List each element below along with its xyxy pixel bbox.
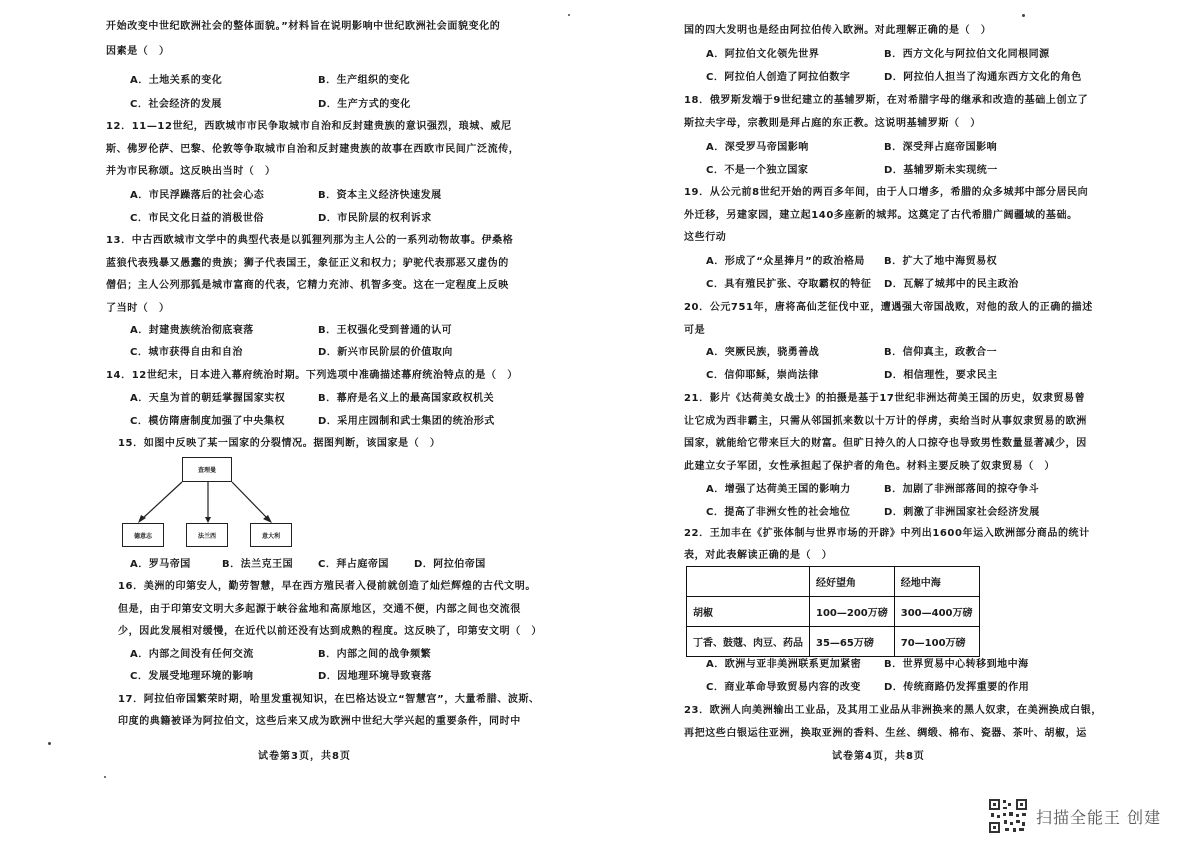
option-b: B．信仰真主，政教合一	[884, 347, 998, 358]
text-line: 因素是（ ）	[106, 46, 170, 57]
text-line: 斯拉夫字母，宗教則是拜占庭的东正教。这说明基辅罗斯（ ）	[684, 118, 981, 129]
option-c: C．提高了非洲女性的社会地位	[706, 507, 851, 518]
option-c: C．信仰耶稣，崇尚法律	[706, 370, 819, 381]
option-d: D．传统商路仍发挥重要的作用	[884, 682, 1030, 693]
option-a: A．深受罗马帝国影响	[706, 142, 809, 153]
question-15: 15．如图中反映了某一国家的分裂情况。据图判断，该国家是（ ）	[118, 438, 441, 449]
scan-speck	[1022, 14, 1025, 17]
option-b: B．幕府是名义上的最高国家政权机关	[318, 393, 495, 404]
qr-code-icon	[988, 798, 1028, 834]
option-d: D．生产方式的变化	[318, 99, 411, 110]
option-d: D．新兴市民阶层的价值取向	[318, 347, 453, 358]
text-line: 国家，就能给它带来巨大的财富。但旷日持久的人口掠夺也导致男性数量显著减少，因	[684, 438, 1087, 449]
table-header-cell: 经地中海	[894, 567, 979, 597]
option-a: A．罗马帝国	[130, 559, 191, 570]
option-a: A．增强了达荷美王国的影响力	[706, 484, 851, 495]
option-d: D．阿拉伯人担当了沟通东西方文化的角色	[884, 72, 1082, 83]
text-line: 可是	[684, 325, 706, 336]
option-a: A．欧洲与亚非美洲联系更加紧密	[706, 659, 862, 670]
option-d: D．相信理性，要求民主	[884, 370, 998, 381]
table-row	[687, 627, 980, 657]
option-a: A．封建贵族统治彻底衰落	[130, 325, 254, 336]
question-14: 14．12世纪末，日本进入幕府统治时期。下列选项中准确描述幕府统治特点的是（ ）	[106, 370, 518, 381]
question-13: 13．中古西欧城市文学中的典型代表是以狐狸列那为主人公的一系列动物故事。伊桑格	[106, 235, 514, 246]
option-b: B．生产组织的变化	[318, 75, 411, 86]
table-cell: 300—400万磅	[894, 597, 979, 627]
option-c: C．社会经济的发展	[130, 99, 222, 110]
watermark-label: 扫描全能王 创建	[1036, 807, 1162, 827]
text-line: 蓝狼代表残暴又愚蠢的贵族；狮子代表国王，象征正义和权力；驴驼代表那恶又虚伪的	[106, 258, 509, 269]
table-header-row	[687, 567, 980, 597]
frankish-split-diagram	[120, 455, 300, 550]
option-b: B．深受拜占庭帝国影响	[884, 142, 998, 153]
option-d: D．采用庄园制和武士集团的统治形式	[318, 416, 495, 427]
table-cell: 100—200万磅	[810, 597, 895, 627]
option-d: D．市民阶层的权利诉求	[318, 213, 432, 224]
question-22: 22．王加丰在《扩张体制与世界市场的开辟》中列出1600年运入欧洲部分商品的统计	[684, 528, 1090, 539]
text-line: 了当时（ ）	[106, 303, 170, 314]
table-cell: 胡椒	[687, 597, 810, 627]
text-line: 印度的典籍被译为阿拉伯文，这些后来又成为欧洲中世纪大学兴起的重要条件，同时中	[118, 716, 521, 727]
option-b: B．扩大了地中海贸易权	[884, 256, 998, 267]
option-b: B．世界贸易中心转移到地中海	[884, 659, 1029, 670]
table-cell	[687, 567, 810, 597]
option-b: B．王权强化受到普通的认可	[318, 325, 453, 336]
option-a: A．天皇为首的朝廷掌握国家实权	[130, 393, 286, 404]
text-line: 此建立女子军团，女性承担起了保护者的角色。材料主要反映了奴隶贸易（ ）	[684, 461, 1055, 472]
option-a: A．土地关系的变化	[130, 75, 223, 86]
text-line: 并为市民称颂。这反映出当时（ ）	[106, 166, 276, 177]
option-d: D．阿拉伯帝国	[414, 559, 486, 570]
option-b: B．加剧了非洲部落间的掠夺争斗	[884, 484, 1040, 495]
table-row	[687, 597, 980, 627]
diagram-top-box: 查理曼	[182, 457, 232, 482]
option-a: A．突厥民族，骁勇善战	[706, 347, 820, 358]
question-17: 17．阿拉伯帝国繁荣时期，哈里发重视知识，在巴格达设立“智慧宫”，大量希腊、波斯、	[118, 694, 540, 705]
table-header-cell: 经好望角	[810, 567, 895, 597]
text-line: 表，对此表解读正确的是（ ）	[684, 550, 833, 561]
question-23: 23．欧洲人向美洲输出工业品，及其用工业品从非洲换来的黑人奴隶，在美洲换成白银，	[684, 705, 1102, 716]
goods-statistics-table	[686, 566, 980, 657]
text-line: 外迁移，另建家园，建立起140多座新的城邦。这奠定了古代希腊广阔疆域的基础。	[684, 210, 1078, 221]
diagram-middle-box: 法兰西	[186, 523, 228, 547]
text-line: 斯、佛罗伦萨、巴黎、伦敦等争取城市自治和反封建贵族的故事在西欧市民间广泛流传，	[106, 144, 520, 155]
option-c: C．具有殖民扩张、夺取霸权的特征	[706, 279, 872, 290]
option-c: C．阿拉伯人创造了阿拉伯数字	[706, 72, 851, 83]
question-16: 16．美洲的印第安人，勤劳智慧，早在西方殖民者入侵前就创造了灿烂辉煌的古代文明。	[118, 581, 536, 592]
option-c: C．商业革命导致贸易内容的改变	[706, 682, 861, 693]
exam-page-4	[600, 0, 1200, 848]
option-c: C．城市获得自由和自治	[130, 347, 243, 358]
table-cell: 70—100万磅	[894, 627, 979, 657]
page-footer: 试卷第3页，共8页	[258, 751, 351, 762]
text-line: 少，因此发展相对缓慢，在近代以前还没有达到成熟的程度。这反映了，印第安文明（ ）	[118, 626, 542, 637]
option-a: A．形成了“众星捧月”的政治格局	[706, 256, 865, 267]
question-21: 21．影片《达荷美女战士》的拍摄是基于17世纪非洲达荷美王国的历史，奴隶贸易曾	[684, 393, 1086, 404]
option-d: D．刺激了非洲国家社会经济发展	[884, 507, 1040, 518]
text-line: 开始改变中世纪欧洲社会的整体面貌。”材料旨在说明影响中世纪欧洲社会面貌变化的	[106, 21, 501, 32]
scanner-watermark	[988, 798, 1161, 834]
option-b: B．法兰克王国	[222, 559, 294, 570]
text-line: 但是，由于印第安文明大多起源于峡谷盆地和高原地区，交通不便，内部之间也交流很	[118, 604, 521, 615]
scan-speck	[104, 776, 106, 778]
diagram-right-box: 意大利	[250, 523, 292, 547]
table-cell: 丁香、鼓蔻、肉豆、药品	[687, 627, 810, 657]
option-b: B．西方文化与阿拉伯文化同根同源	[884, 49, 1050, 60]
option-d: D．瓦解了城邦中的民主政治	[884, 279, 1019, 290]
option-c: C．模仿隋唐制度加强了中央集权	[130, 416, 285, 427]
question-18: 18．俄罗斯发端于9世纪建立的基辅罗斯，在对希腊字母的继承和改造的基础上创立了	[684, 95, 1089, 106]
text-line: 这些行动	[684, 232, 727, 243]
page-footer: 试卷第4页，共8页	[832, 751, 925, 762]
option-c: C．发展受地理环境的影响	[130, 671, 254, 682]
option-b: B．资本主义经济快速发展	[318, 190, 442, 201]
option-a: A．阿拉伯文化领先世界	[706, 49, 820, 60]
text-line: 僧侣；主人公列那狐是城市富商的代表，它精力充沛、机智多变。这在一定程度上反映	[106, 280, 509, 291]
table-cell: 35—65万磅	[810, 627, 895, 657]
text-line: 再把这些白银运往亚洲，换取亚洲的香料、生丝、绸缎、棉布、瓷器、茶叶、胡椒，运	[684, 728, 1087, 739]
text-line: 国的四大发明也是经由阿拉伯传入欧洲。对此理解正确的是（ ）	[684, 25, 992, 36]
diagram-left-box: 德意志	[122, 523, 164, 547]
option-a: A．市民浮躁落后的社会心态	[130, 190, 265, 201]
scan-speck	[48, 742, 51, 745]
option-a: A．内部之间没有任何交流	[130, 649, 254, 660]
scan-speck	[568, 14, 570, 16]
option-c: C．市民文化日益的消极世俗	[130, 213, 264, 224]
text-line: 让它成为西非霸主，只需从邻国抓来数以十万计的俘虏，卖给当时从事奴隶贸易的欧洲	[684, 416, 1087, 427]
option-b: B．内部之间的战争频繁	[318, 649, 432, 660]
question-19: 19．从公元前8世纪开始的两百多年间，由于人口增多，希腊的众多城邦中部分居民向	[684, 187, 1089, 198]
option-c: C．拜占庭帝国	[318, 559, 389, 570]
option-d: D．因地理环境导致衰落	[318, 671, 432, 682]
question-12: 12．11—12世纪，西欧城市市民争取城市自治和反封建贵族的意识强烈，琅城、威尼	[106, 121, 512, 132]
option-c: C．不是一个独立国家	[706, 165, 809, 176]
question-20: 20．公元751年，唐将高仙芝征伐中亚，遭遇强大帝国战败，对他的敌人的正确的描述	[684, 302, 1093, 313]
option-d: D．基辅罗斯未实现统一	[884, 165, 998, 176]
